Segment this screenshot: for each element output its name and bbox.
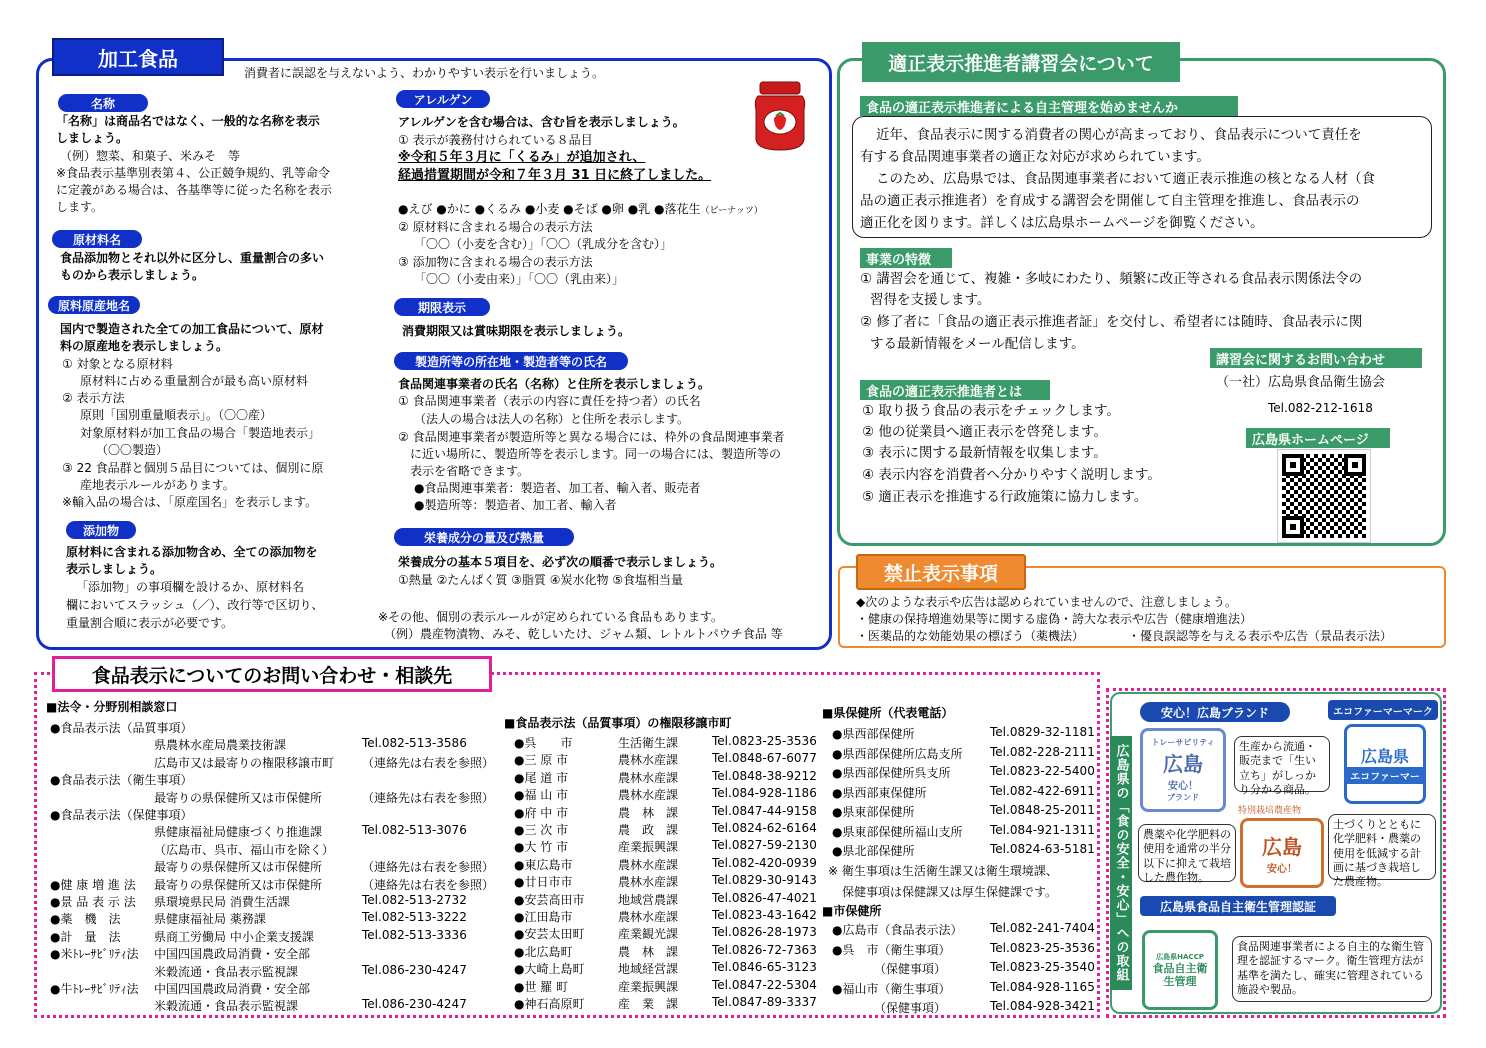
- cell-c: Tel.084-928-3421: [990, 999, 1095, 1013]
- anshin-brand-label: 安心！広島ブランド: [1140, 702, 1290, 722]
- cell-a: ●安芸高田市: [514, 892, 585, 907]
- eco-farmer-desc: 土づくりとともに化学肥料・農薬の使用を低減する計画に基づき栽培した農産物。: [1328, 814, 1436, 880]
- seizo-l5: に近い場所に、製造所等を表示します。同一の場合には、製造所等の: [410, 447, 782, 461]
- gensanchi-l10: 産地表示ルールがあります。: [80, 478, 235, 492]
- traceability-desc: 生産から流通・販売まで「生い立ち」がしっかり分かる商品。: [1234, 736, 1330, 792]
- allergen-l7: ③ 添加物に含まれる場合の表示方法: [398, 255, 593, 269]
- allergen-l8: 「〇〇（小麦由来）」「〇〇（乳由来）」: [414, 272, 625, 286]
- contact-title: 食品表示についてのお問い合わせ・相談先: [52, 656, 492, 692]
- cell-c: Tel.082-513-3336: [362, 927, 467, 942]
- allergen-label: アレルゲン: [396, 90, 490, 108]
- genzairyo-l2: ものから表示しましょう。: [60, 268, 205, 282]
- kinshi-l2: ・健康の保持増進効果等に関する虚偽・誇大な表示や広告（健康増進法）: [856, 612, 1253, 626]
- cell-c: Tel.082-422-6911: [990, 783, 1095, 798]
- kinshi-title: 禁止表示事項: [856, 554, 1026, 590]
- cell-b: 広島市又は最寄りの権限移譲市町: [154, 755, 335, 770]
- brand-vertical-title: 広島県の「食の安全・安心」への取組: [1110, 736, 1132, 990]
- cell-b: 中国四国農政局消費・安全部: [154, 982, 311, 996]
- allergen-l3: ※令和５年３月に「くるみ」が追加され、: [398, 150, 646, 165]
- cell-b: 農 林 課: [618, 805, 679, 820]
- cell-b: （広島市、呉市、福山市を除く）: [154, 842, 335, 857]
- koushu-sub3: 食品の適正表示推進者とは: [860, 380, 1050, 400]
- genzairyo-l1: 食品添加物とそれ以外に区分し、重量割合の多い: [60, 251, 325, 265]
- contact-col3-head: ■県保健所（代表電話）: [822, 706, 954, 720]
- gensanchi-l5: ② 表示方法: [62, 391, 125, 405]
- meisho-l4: ※食品表示基準別表第４、公正競争規約、乳等命令: [56, 166, 331, 180]
- meisho-l6: します。: [56, 200, 104, 214]
- cell-a: ●世 羅 町: [514, 979, 569, 994]
- seizo-l4: ② 食品関連事業者が製造所等と異なる場合には、枠外の食品関連事業者: [398, 430, 785, 444]
- koushu-box-l5: 適正化を図ります。詳しくは広島県ホームページを御覧ください。: [860, 215, 1264, 231]
- cell-c: Tel.082-513-3076: [362, 823, 467, 838]
- cell-a: ●呉 市: [514, 736, 573, 750]
- tenka-l1: 原材料に含まれる添加物含め、全ての添加物を: [66, 545, 318, 559]
- cell-a: ●三 次 市: [514, 823, 569, 837]
- cell-c: （連絡先は右表を参照）: [362, 755, 495, 770]
- cell-b: 農林水産課: [618, 788, 679, 803]
- koushu-sub1: 食品の適正表示推進者による自主管理を始めませんか: [860, 96, 1238, 116]
- tenka-label: 添加物: [66, 521, 136, 539]
- cell-a: ●呉 市（衛生事項）: [832, 942, 951, 957]
- cell-a: ●福 山 市: [514, 788, 569, 803]
- allergen-l4: 経過措置期間が令和７年３月 31 日に終了しました。: [398, 168, 712, 183]
- meisho-l1: 「名称」は商品名ではなく、一般的な名称を表示: [56, 114, 320, 128]
- cell-a: ●食品表示法（品質事項）: [50, 721, 193, 735]
- cell-b: 生活衛生課: [618, 736, 679, 750]
- eiyo-l1: 栄養成分の基本５項目を、必ず次の順番で表示しましょう。: [398, 555, 723, 569]
- cell-a: ●尾 道 市: [514, 770, 569, 785]
- cell-c: Tel.0829-32-1181: [990, 725, 1095, 739]
- cell-a: ●北広島町: [514, 944, 573, 959]
- cell-a: ●三 原 市: [514, 753, 569, 768]
- allergen-l6: 「〇〇（小麦を含む）」「〇〇（乳成分を含む）」: [414, 237, 673, 251]
- cell-c: Tel.0829-30-9143: [712, 873, 817, 888]
- cell-b: 農 政 課: [618, 823, 679, 837]
- cell-c: Tel.0826-28-1973: [712, 925, 817, 940]
- cell-b: 中国四国農政局消費・安全部: [154, 947, 311, 962]
- cell-c: Tel.0847-89-3337: [712, 995, 817, 1009]
- haccp-mark-icon: 広島県HACCP 食品自主衛生管理: [1142, 930, 1218, 1010]
- cell-a: ●福山市（衛生事項）: [832, 981, 951, 996]
- koushu-r4: ④ 表示内容を消費者へ分かりやすく説明します。: [862, 467, 1161, 483]
- cell-b: 産業振興課: [618, 979, 679, 994]
- cell-c: Tel.0826-47-4021: [712, 890, 817, 905]
- cell-a: ●計 量 法: [50, 929, 121, 944]
- cell-b: 農 林 課: [618, 944, 679, 959]
- cell-c: Tel.084-928-1186: [712, 786, 817, 801]
- kinshi-l3b: ・優良誤認等を与える表示や広告（景品表示法）: [1128, 629, 1393, 643]
- meisho-l2: しましょう。: [56, 131, 129, 145]
- cell-a: ●江田島市: [514, 910, 573, 924]
- cell-b: 農林水産課: [618, 753, 679, 768]
- cell-c: （連絡先は右表を参照）: [362, 790, 495, 805]
- cell-a: ●食品表示法（衛生事項）: [50, 773, 193, 788]
- meisho-l5: に定義がある場合は、各基準等に従った名称を表示: [56, 183, 333, 197]
- gensanchi-l9: ③ 22 食品群と個別５品目については、個別に原: [62, 461, 324, 475]
- koushu-sub2: 事業の特徴: [860, 248, 952, 268]
- tenka-l3: 「添加物」の事項欄を設けるか、原材料名: [76, 580, 305, 594]
- koushu-box-l2: 有する食品関連事業者の適正な対応が求められています。: [860, 149, 1210, 165]
- cell-b: 県環境県民局 消費生活課: [154, 895, 290, 909]
- qr-code-icon[interactable]: [1278, 450, 1370, 542]
- seizo-l6: 表示を省略できます。: [410, 464, 530, 478]
- cell-a: ●東広島市: [514, 857, 573, 872]
- traceability-mark-icon: トレーサビリティ 広島 安心！ ブランド: [1140, 728, 1226, 812]
- kako-note1: ※その他、個別の表示ルールが定められている食品もあります。: [378, 610, 723, 624]
- eco-farmer-label: エコファーマーマーク: [1328, 700, 1438, 720]
- cell-c: Tel.0826-72-7363: [712, 942, 817, 957]
- koushu-title: 適正表示推進者講習会について: [862, 42, 1180, 82]
- gensanchi-l3: ① 対象となる原材料: [62, 357, 173, 371]
- cell-a: ●県西部東保健所: [832, 785, 927, 800]
- koushu-t4: する最新情報をメール配信します。: [870, 336, 1085, 352]
- seizo-l3: （法人の場合は法人の名称）と住所を表示します。: [414, 412, 690, 426]
- cell-b: 最寄りの県保健所又は市保健所: [154, 877, 323, 892]
- contact-col3-note1: ※ 衛生事項は生活衛生課又は衛生環境課、: [828, 864, 1058, 878]
- kinshi-l1: ◆次のような表示や広告は認められていませんので、注意しましょう。: [856, 595, 1237, 609]
- cell-a: ●県東部保健所福山支所: [832, 824, 963, 839]
- koushu-contact-org: （一社）広島県食品衛生協会: [1216, 375, 1386, 390]
- cell-b: 産業観光課: [618, 927, 679, 942]
- jam-jar-icon: [750, 80, 810, 152]
- kigen-label: 期限表示: [394, 298, 490, 316]
- cell-c: Tel.0824-62-6164: [712, 821, 817, 835]
- gensanchi-l7: 対象原材料が加工食品の場合「製造地表示」: [80, 426, 321, 440]
- cell-c: Tel.0848-67-6077: [712, 751, 817, 766]
- tokubetsu-mark-icon: 広島 安心！: [1240, 818, 1324, 888]
- gensanchi-l11: ※輸入品の場合は、「原産国名」を表示します。: [62, 495, 318, 509]
- cell-c: （連絡先は右表を参照）: [362, 877, 495, 892]
- gensanchi-l2: 料の原産地を表示しましょう。: [60, 339, 229, 353]
- kinshi-l3: ・医薬品的な効能効果の標ぼう（薬機法）: [856, 629, 1085, 643]
- cell-c: Tel.0823-25-3540: [990, 960, 1095, 974]
- cell-c: Tel.082-513-3222: [362, 910, 467, 925]
- seizo-l7: ●食品関連事業者：製造者、加工者、輸入者、販売者: [414, 481, 701, 495]
- koushu-r2: ② 他の従業員へ適正表示を啓発します。: [862, 424, 1107, 440]
- haccp-label: 広島県食品自主衛生管理認証: [1140, 896, 1336, 916]
- gensanchi-l1: 国内で製造された全ての加工食品について、原材: [60, 322, 324, 336]
- meisho-l3: （例）惣菜、和菓子、米みそ 等: [60, 149, 241, 163]
- cell-c: Tel.0823-25-3536: [712, 734, 817, 748]
- cell-a: ●県西部保健所: [832, 727, 915, 741]
- cell-a: ●県北部保健所: [832, 844, 915, 858]
- contact-col4-head: ■市保健所: [822, 904, 882, 918]
- cell-b: 農林水産課: [618, 875, 679, 890]
- kako-note2: （例）農産物漬物、みそ、乾しいたけ、ジャム類、レトルトパウチ食品 等: [384, 627, 783, 641]
- koushu-contact-tel: Tel.082-212-1618: [1268, 401, 1373, 415]
- tenka-l4: 欄においてスラッシュ（／）、改行等で区切り、: [66, 598, 324, 612]
- eiyo-l2: ①熱量 ②たんぱく質 ③脂質 ④炭水化物 ⑤食塩相当量: [398, 573, 684, 587]
- cell-b: 最寄りの県保健所又は市保健所: [154, 790, 323, 805]
- allergen-l5: ② 原材料に含まれる場合の表示方法: [398, 220, 593, 234]
- cell-a: ●廿日市市: [514, 875, 573, 890]
- cell-a: ●神石高原町: [514, 997, 585, 1011]
- cell-a: ●景 品 表 示 法: [50, 895, 136, 909]
- contact-col1-head: ■法令・分野別相談窓口: [46, 700, 178, 714]
- cell-c: Tel.082-228-2111: [990, 744, 1095, 759]
- cell-c: Tel.0848-38-9212: [712, 768, 817, 783]
- haccp-desc: 食品関連事業者による自主的な衛生管理を認証するマーク。衛生管理方法が基準を満たし、確実に管理されている施設や製品。: [1232, 936, 1432, 1002]
- cell-a: ●健 康 増 進 法: [50, 877, 136, 892]
- cell-b: 農林水産課: [618, 857, 679, 872]
- cell-b: 産業振興課: [618, 840, 679, 855]
- seizo-label: 製造所等の所在地・製造者等の氏名: [394, 352, 628, 370]
- cell-c: Tel.0846-65-3123: [712, 960, 817, 975]
- cell-b: 農林水産課: [618, 770, 679, 785]
- koushu-t2: 習得を支援します。: [870, 292, 991, 308]
- cell-c: Tel.086-230-4247: [362, 962, 467, 977]
- tenka-l5: 重量割合順に表示が必要です。: [66, 616, 234, 630]
- cell-c: Tel.082-420-0939: [712, 855, 817, 870]
- gensanchi-l6: 原則「国別重量順表示」。（〇〇産）: [80, 408, 273, 422]
- cell-a: ●薬 機 法: [50, 912, 121, 927]
- cell-b: 県商工労働局 中小企業支援課: [154, 929, 314, 944]
- gensanchi-label: 原料原産地名: [48, 296, 140, 314]
- cell-a: ●県西部保健所呉支所: [832, 766, 951, 780]
- allergen-items: ●えび ●かに ●くるみ ●小麦 ●そば ●卵 ●乳 ●落花生（ピーナッツ）: [398, 202, 763, 216]
- genzairyo-label: 原材料名: [52, 230, 142, 248]
- cell-b: 産 業 課: [618, 997, 679, 1011]
- koushu-hp-label[interactable]: 広島県ホームページ: [1246, 428, 1390, 448]
- meisho-label: 名称: [58, 94, 148, 112]
- cell-c: Tel.084-921-1311: [990, 822, 1095, 837]
- koushu-contact-label: 講習会に関するお問い合わせ: [1210, 348, 1422, 368]
- cell-a: ●府 中 市: [514, 805, 569, 820]
- cell-c: Tel.0823-25-3536: [990, 940, 1095, 955]
- koushu-r3: ③ 表示に関する最新情報を収集します。: [862, 445, 1107, 461]
- koushu-t1: ① 講習会を通じて、複雑・多岐にわたり、頻繁に改正等される食品表示関係法令の: [860, 271, 1363, 287]
- eiyo-label: 栄養成分の量及び熱量: [394, 528, 574, 546]
- koushu-box-l4: 品の適正表示推進者）を育成する講習会を開催して自主管理を推進し、食品表示の: [860, 193, 1360, 209]
- cell-a: ●広島市（食品表示法）: [832, 923, 963, 937]
- cell-c: Tel.0847-44-9158: [712, 803, 817, 818]
- gensanchi-l4: 原材料に占める重量割合が最も高い原材料: [80, 374, 309, 388]
- koushu-r1: ① 取り扱う食品の表示をチェックします。: [862, 403, 1120, 419]
- cell-b: 地域営農課: [618, 892, 679, 907]
- cell-c: Tel.0823-43-1642: [712, 908, 817, 922]
- tenka-l2: 表示しましょう。: [66, 562, 163, 576]
- cell-c: Tel.0824-63-5181: [990, 842, 1095, 856]
- cell-c: （連絡先は右表を参照）: [362, 860, 495, 875]
- cell-b: 県農林水産局農業技術課: [154, 738, 287, 753]
- cell-c: Tel.0823-22-5400: [990, 764, 1095, 778]
- cell-a: ●米ﾄﾚｰｻﾋﾞﾘﾃｨ法: [50, 947, 139, 962]
- cell-b: 地域経営課: [618, 962, 679, 977]
- cell-c: Tel.082-241-7404: [990, 921, 1095, 935]
- cell-b: 県健康福祉局 薬務課: [154, 912, 266, 927]
- cell-a: （保健事項）: [832, 962, 947, 976]
- cell-a: ●大崎上島町: [514, 962, 585, 977]
- eco-farmer-mark-icon: 広島県 エコファーマー: [1344, 724, 1426, 804]
- cell-c: Tel.084-928-1165: [990, 979, 1095, 994]
- kako-title: 加工食品: [52, 38, 224, 76]
- cell-c: Tel.086-230-4247: [362, 997, 467, 1012]
- cell-c: Tel.0848-25-2011: [990, 803, 1095, 817]
- kako-intro: 消費者に誤認を与えないよう、わかりやすい表示を行いましょう。: [244, 66, 605, 80]
- seizo-l2: ① 食品関連事業者（表示の内容に責任を持つ者）の氏名: [398, 394, 701, 408]
- allergen-l2: ① 表示が義務付けられている８品目: [398, 133, 593, 147]
- cell-c: Tel.082-513-2732: [362, 893, 467, 907]
- cell-a: ●食品表示法（保健事項）: [50, 808, 193, 822]
- cell-a: （保健事項）: [832, 1001, 947, 1015]
- cell-c: Tel.0847-22-5304: [712, 977, 817, 992]
- cell-c: Tel.0827-59-2130: [712, 838, 817, 853]
- cell-b: 県健康福祉局健康づくり推進課: [154, 825, 323, 840]
- cell-a: ●大 竹 市: [514, 840, 569, 855]
- gensanchi-l8: （〇〇製造）: [96, 443, 169, 457]
- koushu-box-l1: 近年、食品表示に関する消費者の関心が高まっており、食品表示について責任を: [876, 127, 1362, 143]
- cell-a: ●県西部保健所広島支所: [832, 746, 963, 761]
- kigen-l1: 消費期限又は賞味期限を表示しましょう。: [402, 324, 631, 338]
- seizo-l1: 食品関連事業者の氏名（名称）と住所を表示しましょう。: [398, 377, 711, 391]
- koushu-box-l3: このため、広島県では、食品関連事業者において適正表示推進の核となる人材（食: [876, 171, 1375, 187]
- cell-a: ●安芸太田町: [514, 927, 585, 942]
- koushu-r5: ⑤ 適正表示を推進する行政施策に協力します。: [862, 489, 1148, 505]
- seizo-l8: ●製造所等：製造者、加工者、輸入者: [414, 498, 617, 512]
- allergen-l1: アレルゲンを含む場合は、含む旨を表示しましょう。: [398, 115, 685, 129]
- cell-c: Tel.082-513-3586: [362, 736, 467, 751]
- cell-a: ●県東部保健所: [832, 805, 915, 819]
- contact-col2-head: ■食品表示法（品質事項）の権限移譲市町: [504, 716, 732, 730]
- cell-b: 米穀流通・食品表示監視課: [154, 964, 299, 979]
- cell-b: 最寄りの県保健所又は市保健所: [154, 860, 323, 875]
- cell-b: 農林水産課: [618, 910, 679, 924]
- contact-col3-note2: 保健事項は保健課又は厚生保健課です。: [842, 885, 1058, 899]
- tokubetsu-desc: 農薬や化学肥料の使用を通常の半分以下に抑えて栽培した農作物。: [1138, 824, 1236, 882]
- koushu-t3: ② 修了者に「食品の適正表示推進者証」を交付し、希望者には随時、食品表示に関: [860, 314, 1363, 330]
- cell-a: ●牛ﾄﾚｰｻﾋﾞﾘﾃｨ法: [50, 982, 139, 996]
- cell-b: 米穀流通・食品表示監視課: [154, 999, 299, 1014]
- tokubetsu-mark-top: 特別栽培農産物: [1238, 806, 1302, 816]
